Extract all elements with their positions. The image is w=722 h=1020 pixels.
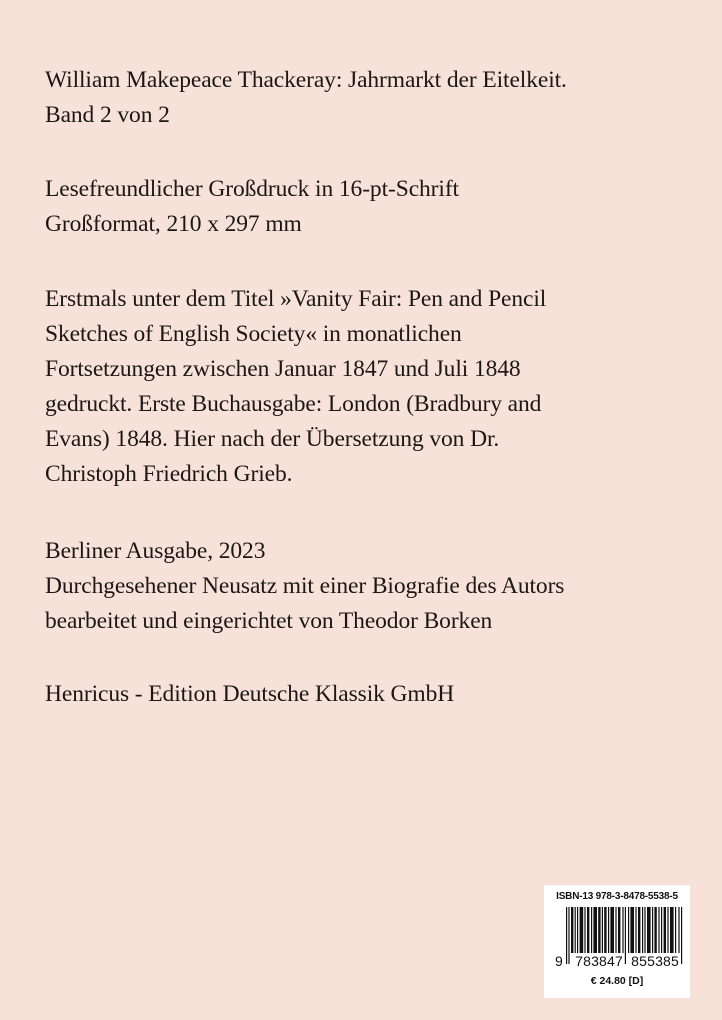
history-line: gedruckt. Erste Buchausgabe: London (Bradbury and	[45, 391, 542, 417]
edition-line: Berliner Ausgabe, 2023	[45, 538, 266, 564]
publisher-name: Henricus - Edition Deutsche Klassik GmbH	[45, 681, 455, 707]
barcode-first-digit: 9	[555, 953, 563, 969]
barcode-left-group: 783847	[575, 953, 624, 969]
barcode-digits	[554, 953, 680, 969]
history-line: Evans) 1848. Hier nach der Übersetzung von Dr.	[45, 426, 500, 452]
history-line: Christoph Friedrich Grieb.	[45, 461, 293, 487]
page-format-line: Großformat, 210 x 297 mm	[45, 211, 302, 237]
barcode-right-group: 855385	[631, 953, 680, 969]
volume-line: Band 2 von 2	[45, 102, 170, 128]
format-info-block	[45, 172, 695, 242]
history-line: Erstmals unter dem Titel »Vanity Fair: Pen and Pencil	[45, 286, 547, 312]
book-title-line: William Makepeace Thackeray: Jahrmarkt der Eitelkeit.	[45, 67, 567, 93]
history-line: Fortsetzungen zwischen Januar 1847 und Juli 1848	[45, 356, 521, 382]
edition-line: bearbeitet und eingerichtet von Theodor Borken	[45, 608, 493, 634]
edition-info-block	[45, 534, 695, 639]
isbn-label: ISBN-13 978-3-8478-5538-5	[556, 891, 678, 902]
print-size-line: Lesefreundlicher Großdruck in 16-pt-Schrift	[45, 176, 459, 202]
isbn-barcode-box	[544, 885, 690, 998]
publication-history-block	[45, 282, 695, 492]
price-label: € 24.80 [D]	[590, 975, 644, 987]
book-title-block	[45, 63, 695, 133]
publisher-block	[45, 677, 695, 712]
history-line: Sketches of English Society« in monatlichen	[45, 321, 462, 347]
edition-line: Durchgesehener Neusatz mit einer Biografie des Autors	[45, 573, 565, 599]
